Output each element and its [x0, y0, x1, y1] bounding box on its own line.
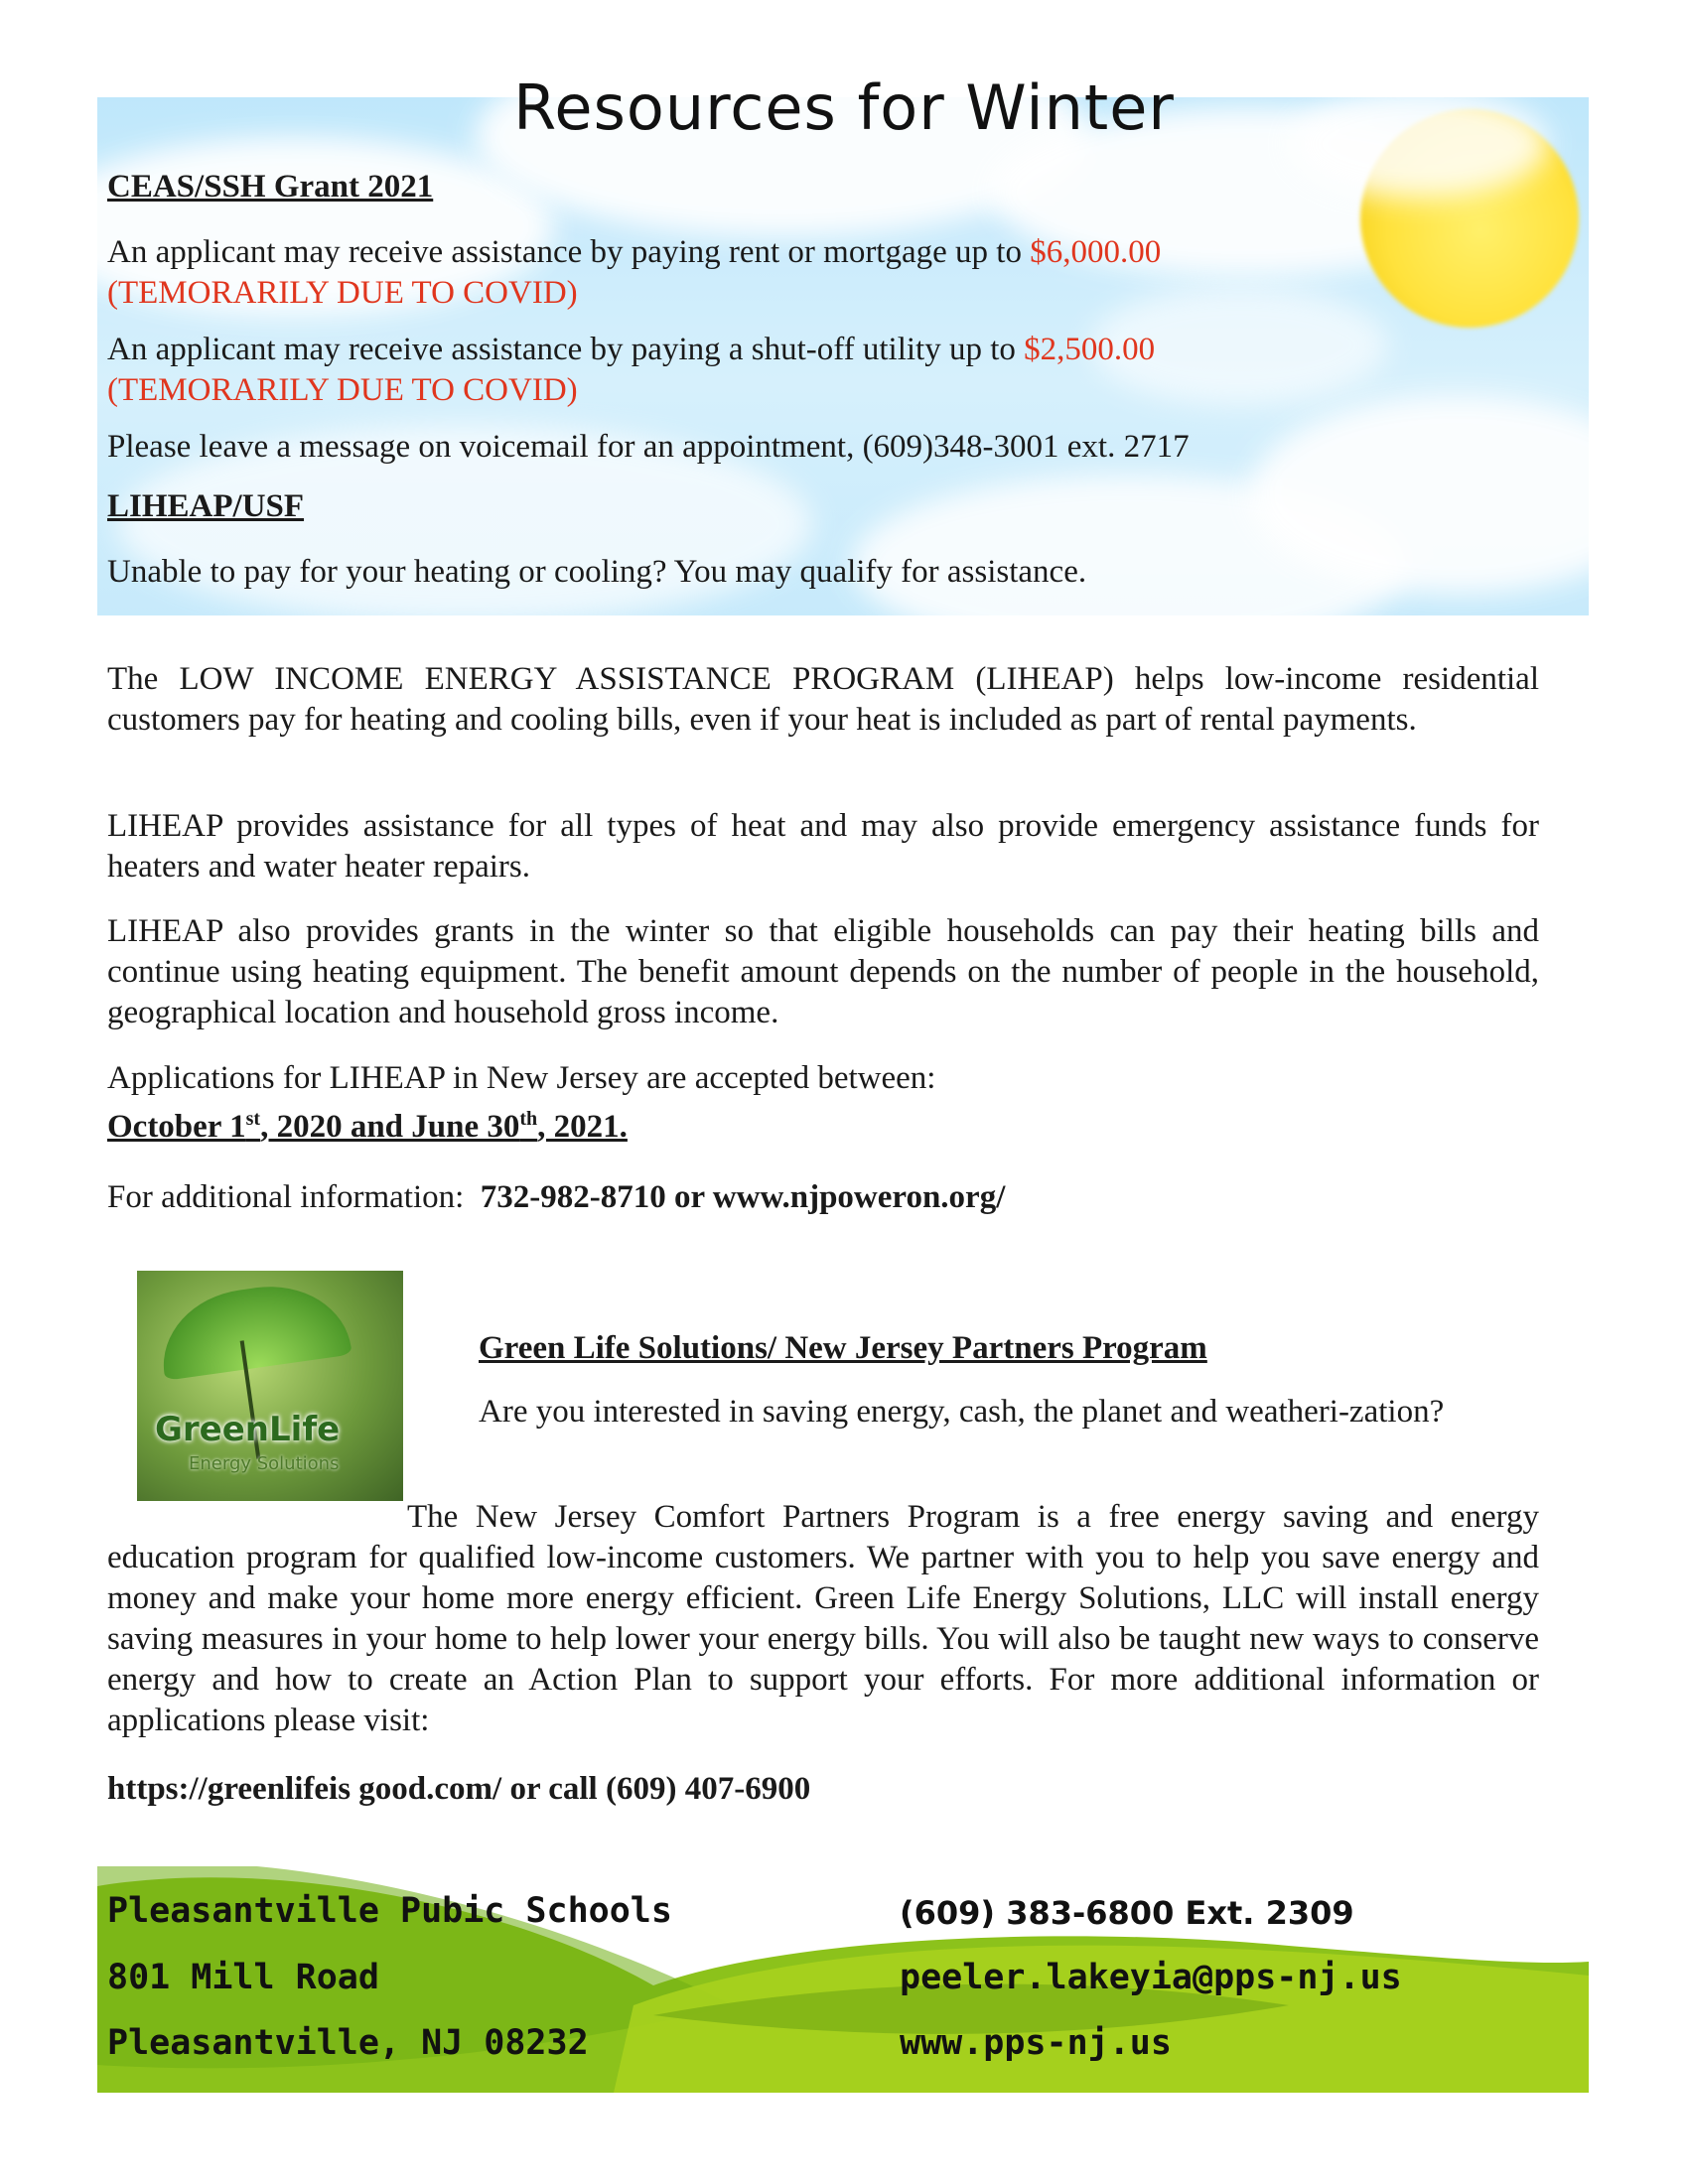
greenlife-heading: Green Life Solutions/ New Jersey Partners Program	[479, 1330, 1207, 1366]
footer-website[interactable]: www.pps-nj.us	[900, 2023, 1172, 2063]
ceas-heading: CEAS/SSH Grant 2021	[107, 169, 434, 205]
date-start-sup: st	[245, 1108, 261, 1130]
greenlife-logo	[137, 1271, 403, 1501]
ceas-rent-amount: $6,000.00	[1030, 234, 1162, 270]
greenlife-link[interactable]: https://greenlifeis good.com/ or call (609) 407-6900	[107, 1771, 811, 1807]
date-end: , 2021.	[537, 1109, 628, 1145]
additional-info	[107, 1177, 1005, 1218]
liheap-paragraph-1: The LOW INCOME ENERGY ASSISTANCE PROGRAM (LIHEAP) helps low-income residential customers pay for heating and cooling bills, even if your heat is included as part of rental payments.	[107, 661, 1539, 738]
footer-org: Pleasantville Pubic Schools	[107, 1891, 672, 1931]
ceas-utility-line	[107, 330, 1155, 411]
date-mid: , 2020 and June 30	[260, 1109, 520, 1145]
application-dates	[107, 1109, 628, 1145]
date-end-sup: th	[519, 1108, 538, 1130]
footer-city: Pleasantville, NJ 08232	[107, 2023, 589, 2063]
greenlife-question: Are you interested in saving energy, cash, the planet and weatheri-zation?	[479, 1394, 1445, 1430]
ceas-utility-amount: $2,500.00	[1024, 332, 1156, 367]
page-title: Resources for Winter	[513, 71, 1175, 144]
greenlife-body: The New Jersey Comfort Partners Program is a free energy saving and energy education program for qualified low-income customers. We partner with you to help you save energy and money and make your home more energy efficient. Green Life Energy Solutions, LLC will install energy saving measures in your home to help lower your energy bills. You will also be taught new ways to conserve energy and how to create an Action Plan to support your efforts. For more additional information or applications please visit:	[107, 1499, 1539, 1738]
liheap-paragraph-2: LIHEAP provides assistance for all types of heat and may also provide emergency assistance funds for heaters and water heater repairs.	[107, 808, 1539, 885]
ceas-utility-note: (TEMORARILY DUE TO COVID)	[107, 372, 578, 408]
liheap-applications	[107, 1058, 935, 1148]
footer-street: 801 Mill Road	[107, 1958, 379, 1997]
date-start: October 1	[107, 1109, 246, 1145]
ceas-rent-line	[107, 232, 1161, 314]
footer-email[interactable]: peeler.lakeyia@pps-nj.us	[900, 1958, 1402, 1997]
footer-phone: (609) 383-6800 Ext. 2309	[900, 1894, 1354, 1932]
logo-wordmark: GreenLife	[155, 1410, 341, 1449]
additional-info-label: For additional information:	[107, 1179, 481, 1215]
liheap-paragraph-3: LIHEAP also provides grants in the winter so that eligible households can pay their heating bills and continue using heating equipment. The benefit amount depends on the number of people in the household, geographical location and household gross income.	[107, 913, 1539, 1030]
liheap-heading: LIHEAP/USF	[107, 488, 305, 524]
umbrella-icon	[154, 1276, 352, 1381]
ceas-voicemail: Please leave a message on voicemail for an appointment, (609)348-3001 ext. 2717	[107, 429, 1190, 465]
applications-intro: Applications for LIHEAP in New Jersey are accepted between:	[107, 1060, 936, 1096]
logo-subtitle: Energy Solutions	[189, 1453, 340, 1474]
ceas-utility-text: An applicant may receive assistance by paying a shut-off utility up to	[107, 332, 1025, 367]
liheap-intro: Unable to pay for your heating or cooling? You may qualify for assistance.	[107, 554, 1087, 590]
ceas-rent-text: An applicant may receive assistance by paying rent or mortgage up to	[107, 234, 1031, 270]
additional-info-link[interactable]: 732-982-8710 or www.njpoweron.org/	[480, 1179, 1006, 1215]
ceas-rent-note: (TEMORARILY DUE TO COVID)	[107, 275, 578, 311]
